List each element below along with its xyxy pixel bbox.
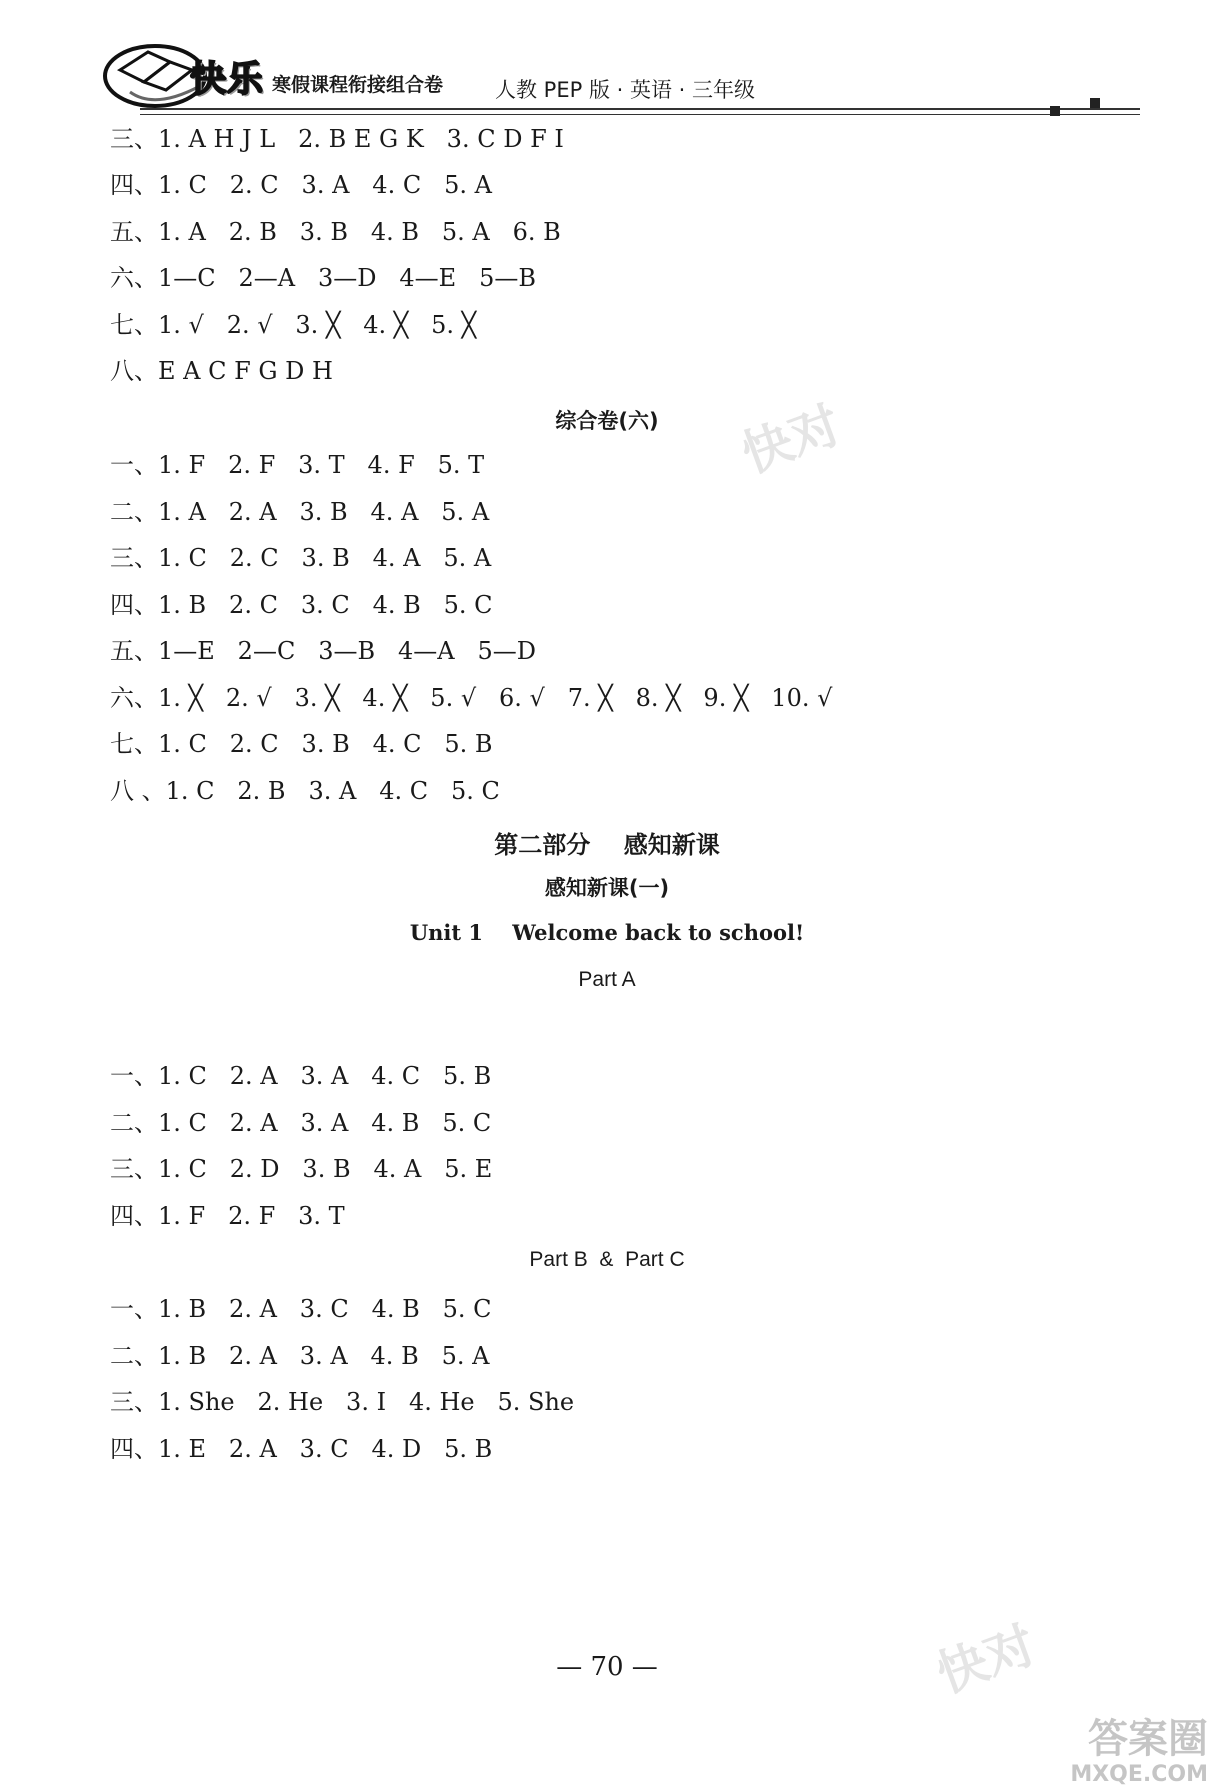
answer-line: 三、1. C 2. D 3. B 4. A 5. E <box>110 1155 493 1183</box>
header-square-icon <box>1050 106 1060 116</box>
answer-line: 六、1—C 2—A 3—D 4—E 5—B <box>110 264 536 292</box>
header-rule-thin <box>140 114 1140 115</box>
answer-line: 八 、1. C 2. B 3. A 4. C 5. C <box>110 777 500 805</box>
answer-line: 五、1. A 2. B 3. B 4. B 5. A 6. B <box>110 218 561 246</box>
answer-line: 三、1. A H J L 2. B E G K 3. C D F I <box>110 125 564 153</box>
answer-line: 二、1. B 2. A 3. A 4. B 5. A <box>110 1342 490 1370</box>
answer-line: 六、1. ╳ 2. √ 3. ╳ 4. ╳ 5. √ 6. √ 7. ╳ 8. ╳ 9. ╳ 10. √ <box>110 684 833 712</box>
watermark-mid: 快对 <box>734 395 849 485</box>
answer-line: 一、1. C 2. A 3. A 4. C 5. B <box>110 1062 492 1090</box>
answer-line: 三、1. She 2. He 3. I 4. He 5. She <box>110 1388 575 1416</box>
part-title: 第二部分 感知新课 <box>494 831 720 859</box>
answer-line: 二、1. A 2. A 3. B 4. A 5. A <box>110 498 490 526</box>
page-header <box>100 30 1120 115</box>
header-square-icon <box>1090 98 1100 108</box>
part-a-title: Part A <box>578 968 636 991</box>
corner-watermark-logo <box>1070 1716 1208 1788</box>
brand-big-text: 快乐 <box>190 59 265 100</box>
corner-watermark-url: MXQE.COM <box>1070 1762 1208 1787</box>
answer-line: 七、1. √ 2. √ 3. ╳ 4. ╳ 5. ╳ <box>110 311 477 339</box>
brand-subtitle: 寒假课程衔接组合卷 <box>272 74 444 96</box>
answer-line: 四、1. E 2. A 3. C 4. D 5. B <box>110 1435 493 1463</box>
edition-label: 人教 PEP 版 · 英语 · 三年级 <box>495 78 755 102</box>
brand-title <box>190 56 443 100</box>
page-number: — 70 — <box>556 1652 658 1682</box>
answer-line: 三、1. C 2. C 3. B 4. A 5. A <box>110 544 492 572</box>
answer-line: 八、E A C F G D H <box>110 357 333 385</box>
answer-line: 四、1. F 2. F 3. T <box>110 1202 345 1230</box>
answer-line: 一、1. F 2. F 3. T 4. F 5. T <box>110 451 485 479</box>
answer-line: 七、1. C 2. C 3. B 4. C 5. B <box>110 730 493 758</box>
answer-line: 四、1. B 2. C 3. C 4. B 5. C <box>110 591 493 619</box>
part-bc-title: Part B & Part C <box>529 1248 685 1271</box>
answer-line: 五、1—E 2—C 3—B 4—A 5—D <box>110 637 536 665</box>
header-rule <box>140 108 1140 110</box>
lesson-title: 感知新课(一) <box>544 876 670 900</box>
watermark-bottom: 快对 <box>929 1615 1044 1705</box>
corner-watermark-title: 答案圈 <box>1088 1716 1208 1762</box>
answer-line: 二、1. C 2. A 3. A 4. B 5. C <box>110 1109 492 1137</box>
answer-line: 四、1. C 2. C 3. A 4. C 5. A <box>110 171 492 199</box>
section-title: 综合卷(六) <box>555 409 659 433</box>
answer-line: 一、1. B 2. A 3. C 4. B 5. C <box>110 1295 492 1323</box>
unit-title: Unit 1 Welcome back to school! <box>409 920 805 945</box>
